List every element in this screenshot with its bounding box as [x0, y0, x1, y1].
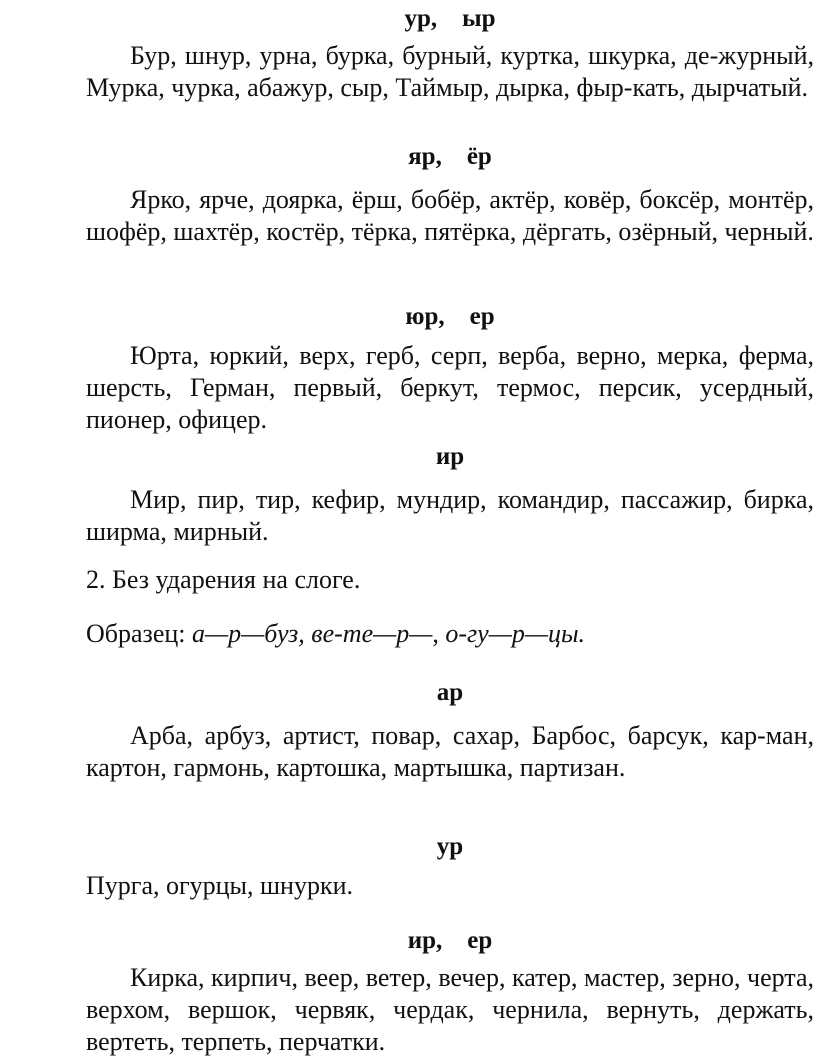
section-heading-ar: ар [436, 679, 464, 706]
example-sample-1: а—р—буз, ве-те—р— [192, 619, 433, 648]
example-label: Образец: [86, 619, 192, 648]
section-heading-ir-er: ир, ер [407, 927, 493, 954]
paragraph-ur-yr: Бур, шнур, урна, бурка, бурный, куртка, шкурка, де-журный, Мурка, чурка, абажур, сыр, Таймыр, дырка, фыр-кать, дырчатый. [86, 41, 814, 102]
paragraph-ur: Пурга, огурцы, шнурки. [86, 871, 354, 900]
example-line [86, 618, 814, 650]
task-line: 2. Без ударения на слоге. [86, 565, 361, 594]
paragraph-yar-yor: Ярко, ярче, доярка, ёрш, бобёр, актёр, ковёр, боксёр, монтёр, шофёр, шахтёр, костёр, тёрка, пятёрка, дёргать, озёрный, черный. [86, 185, 814, 246]
section-heading-yur-er: юр, ер [405, 303, 495, 330]
section-heading-ur-yr: ур, ыр [404, 5, 496, 32]
paragraph-ar: Арба, арбуз, артист, повар, сахар, Барбос, барсук, кар-ман, картон, гармонь, картошка, мартышка, партизан. [86, 721, 814, 782]
section-heading-yar-yor: яр, ёр [408, 143, 492, 170]
section-heading-ir: ир [435, 443, 465, 470]
section-heading-ur: ур [436, 833, 464, 860]
example-separator: , [432, 619, 446, 648]
paragraph-yur-er: Юрта, юркий, верх, герб, серп, верба, верно, мерка, ферма, шерсть, Герман, первый, беркут, термос, персик, усердный, пионер, офицер. [86, 341, 814, 434]
paragraph-ir-er: Кирка, кирпич, веер, ветер, вечер, катер, мастер, зерно, черта, верхом, вершок, червяк, чердак, чернила, вернуть, держать, вертеть, терпеть, перчатки. [86, 963, 814, 1056]
example-sample-2: о-гу—р—цы. [445, 619, 586, 648]
paragraph-ir: Мир, пир, тир, кефир, мундир, командир, пассажир, бирка, ширма, мирный. [86, 485, 814, 546]
